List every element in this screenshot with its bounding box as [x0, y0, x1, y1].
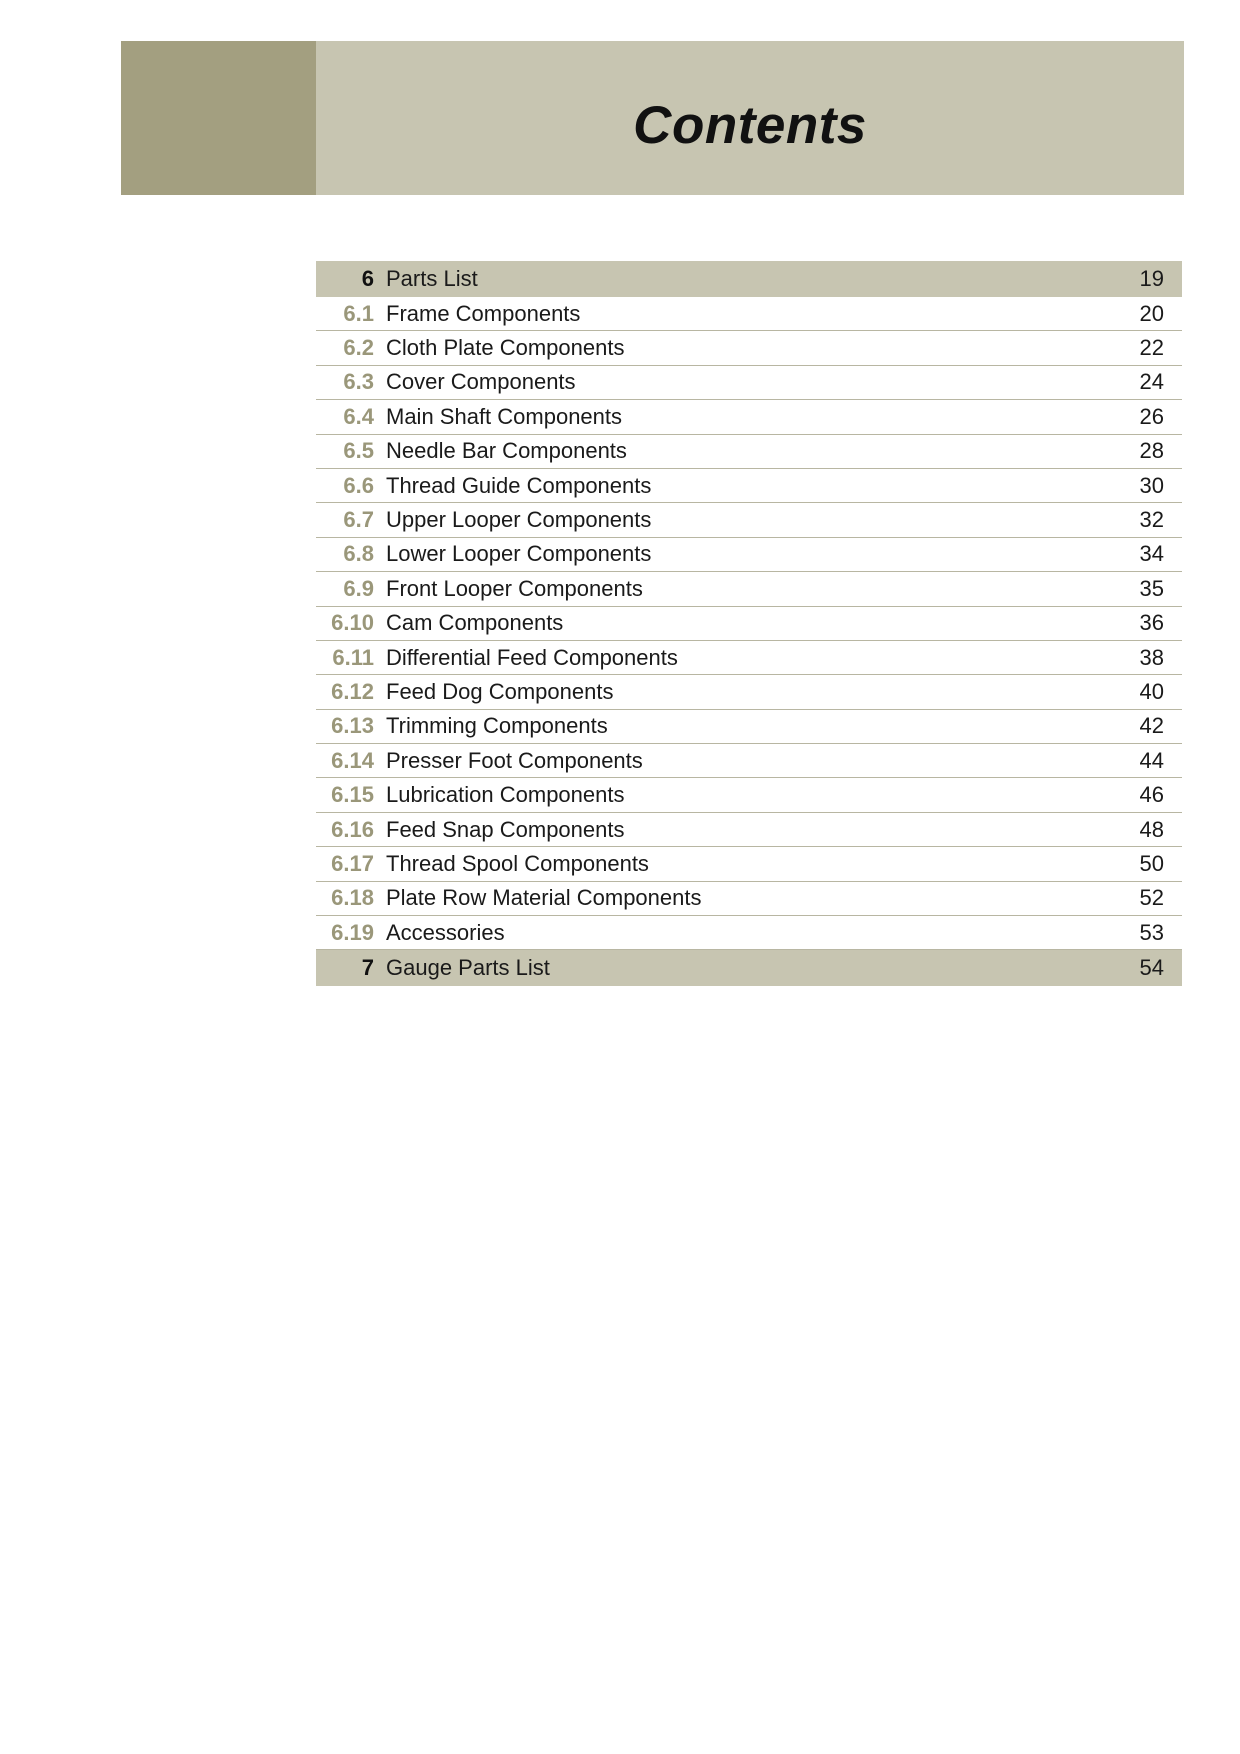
toc-section-row[interactable] [316, 882, 1182, 916]
toc-section-row[interactable] [316, 435, 1182, 469]
toc-entry-page: 44 [1139, 747, 1164, 773]
toc-section-row[interactable] [316, 641, 1182, 675]
toc-entry-number: 6.18 [331, 885, 374, 911]
toc-entry-title: Needle Bar Components [386, 438, 627, 464]
toc-entry-number: 6.14 [331, 747, 374, 773]
toc-entry-title: Frame Components [386, 300, 581, 326]
toc-entry-number: 6.5 [343, 438, 374, 464]
toc-entry-number: 6.19 [331, 919, 374, 945]
toc-section-row[interactable] [316, 297, 1182, 331]
toc-entry-title: Thread Spool Components [386, 850, 649, 876]
toc-entry-number: 6.12 [331, 678, 374, 704]
toc-entry-page: 24 [1139, 369, 1164, 395]
toc-entry-title: Cover Components [386, 369, 576, 395]
toc-entry-number: 6.10 [331, 610, 374, 636]
toc-entry-page: 30 [1139, 472, 1164, 498]
header-title-bar [316, 41, 1184, 195]
header-accent-block [121, 41, 316, 195]
toc-entry-number: 6 [361, 265, 374, 291]
toc-entry-title: Thread Guide Components [386, 472, 652, 498]
toc-entry-title: Front Looper Components [386, 575, 643, 601]
toc-section-row[interactable] [316, 331, 1182, 365]
toc-entry-page: 46 [1139, 782, 1164, 808]
toc-entry-page: 53 [1139, 919, 1164, 945]
toc-section-row[interactable] [316, 847, 1182, 881]
toc-entry-title: Plate Row Material Components [386, 885, 702, 911]
toc-entry-page: 42 [1139, 713, 1164, 739]
toc-section-row[interactable] [316, 400, 1182, 434]
toc-entry-number: 6.17 [331, 850, 374, 876]
toc-entry-title: Cam Components [386, 610, 564, 636]
toc-entry-page: 52 [1139, 885, 1164, 911]
toc-entry-number: 6.16 [331, 816, 374, 842]
toc-entry-title: Feed Dog Components [386, 678, 614, 704]
toc-section-row[interactable] [316, 607, 1182, 641]
toc-chapter-row[interactable] [316, 261, 1182, 297]
toc-entry-title: Trimming Components [386, 713, 608, 739]
toc-entry-number: 6.6 [343, 472, 374, 498]
toc-section-row[interactable] [316, 503, 1182, 537]
toc-entry-page: 20 [1139, 300, 1164, 326]
toc-section-row[interactable] [316, 538, 1182, 572]
toc-section-row[interactable] [316, 572, 1182, 606]
toc-entry-number: 6.9 [343, 575, 374, 601]
toc-entry-number: 6.13 [331, 713, 374, 739]
toc-section-row[interactable] [316, 778, 1182, 812]
toc-section-row[interactable] [316, 675, 1182, 709]
toc-entry-title: Lower Looper Components [386, 541, 652, 567]
toc-entry-title: Feed Snap Components [386, 816, 625, 842]
toc-entry-title: Parts List [386, 265, 478, 291]
toc-entry-title: Gauge Parts List [386, 954, 550, 980]
toc-entry-number: 6.2 [343, 335, 374, 361]
toc-entry-page: 35 [1139, 575, 1164, 601]
toc-entry-number: 6.11 [332, 644, 374, 670]
toc-entry-page: 19 [1139, 265, 1164, 291]
toc-section-row[interactable] [316, 469, 1182, 503]
toc-entry-number: 6.3 [343, 369, 374, 395]
toc-entry-number: 6.8 [343, 541, 374, 567]
toc-entry-page: 50 [1139, 850, 1164, 876]
toc-chapter-row[interactable] [316, 950, 1182, 986]
toc-entry-number: 6.4 [343, 403, 374, 429]
page-header [121, 41, 1184, 195]
toc-entry-number: 6.7 [343, 507, 374, 533]
toc-entry-title: Cloth Plate Components [386, 335, 625, 361]
toc-entry-title: Accessories [386, 919, 505, 945]
toc-entry-number: 6.1 [343, 300, 374, 326]
toc-entry-number: 7 [361, 954, 374, 980]
table-of-contents [316, 261, 1182, 986]
toc-entry-title: Lubrication Components [386, 782, 625, 808]
toc-entry-title: Differential Feed Components [386, 644, 678, 670]
toc-entry-page: 38 [1139, 644, 1164, 670]
toc-entry-page: 34 [1139, 541, 1164, 567]
toc-section-row[interactable] [316, 916, 1182, 950]
toc-entry-title: Upper Looper Components [386, 507, 652, 533]
toc-section-row[interactable] [316, 366, 1182, 400]
toc-entry-number: 6.15 [331, 782, 374, 808]
toc-entry-page: 26 [1139, 403, 1164, 429]
toc-entry-page: 54 [1139, 954, 1164, 980]
toc-entry-page: 48 [1139, 816, 1164, 842]
toc-entry-page: 22 [1139, 335, 1164, 361]
toc-section-row[interactable] [316, 813, 1182, 847]
toc-section-row[interactable] [316, 744, 1182, 778]
toc-entry-page: 28 [1139, 438, 1164, 464]
page-title: Contents [633, 96, 867, 155]
toc-entry-title: Presser Foot Components [386, 747, 643, 773]
toc-entry-page: 36 [1139, 610, 1164, 636]
toc-entry-page: 32 [1139, 507, 1164, 533]
toc-entry-page: 40 [1139, 678, 1164, 704]
toc-entry-title: Main Shaft Components [386, 403, 623, 429]
toc-section-row[interactable] [316, 710, 1182, 744]
